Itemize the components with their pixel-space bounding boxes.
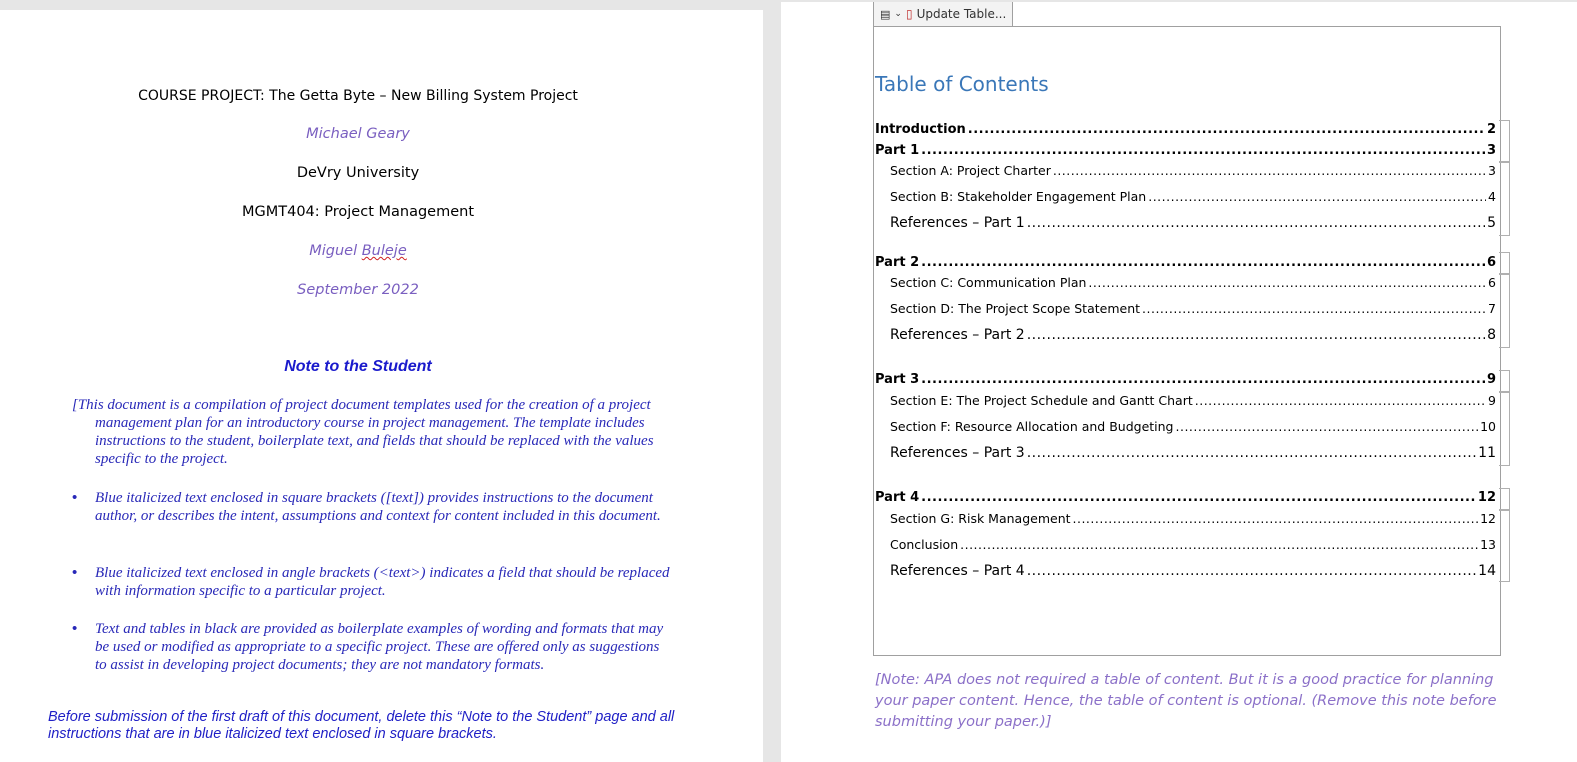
toc-entry[interactable]: Part 2 ..... 6: [875, 255, 1496, 270]
toc-entry[interactable]: Introduction ..... 2: [875, 122, 1496, 137]
update-table-button[interactable]: Update Table...: [916, 7, 1007, 21]
toc-entry[interactable]: References – Part 4 ..... 14: [890, 563, 1496, 579]
field-bracket: [1499, 252, 1510, 274]
field-bracket: [1499, 274, 1510, 348]
toc-control-tab[interactable]: [873, 2, 1013, 27]
toc-entry[interactable]: Section B: Stakeholder Engagement Plan ..... 4: [890, 189, 1496, 204]
note-intro: [This document is a compilation of project document templates used for the creation of a project management plan for an introductory course in project management. The template includes instructions to the student, boilerplate text, and fields that should be replaced with the values specific to the project.: [72, 397, 654, 467]
toc-entry[interactable]: Section E: The Project Schedule and Gantt Chart ..... 9: [890, 393, 1496, 408]
chevron-down-icon[interactable]: ⌄: [894, 9, 902, 19]
bullet-marker: •: [72, 564, 78, 581]
document-icon: ▯: [905, 7, 913, 21]
course-title: COURSE PROJECT: The Getta Byte – New Billing System Project: [138, 88, 578, 104]
spelling-flag: Buleje: [361, 243, 407, 259]
toc-entry[interactable]: Section F: Resource Allocation and Budgeting ..... 10: [890, 419, 1496, 434]
field-bracket: [1499, 120, 1510, 162]
bullet-marker: •: [72, 489, 78, 506]
instructor-name: Miguel Buleje: [309, 243, 407, 259]
field-bracket: [1499, 370, 1510, 392]
field-bracket: [1499, 392, 1510, 466]
field-bracket: [1499, 162, 1510, 236]
toc-entry[interactable]: Part 3 ..... 9: [875, 372, 1496, 387]
apa-note: [Note: APA does not required a table of content. But it is a good practice for planning your paper content. Hence, the table of content is optional. (Remove this note before submitting your paper.)]: [875, 672, 1497, 730]
toc-page: [781, 2, 1577, 762]
note-bullet-1: Blue italicized text enclosed in square brackets ([text]) provides instructions to the document author, or describes the intent, assumptions and context for content included in this document.: [95, 490, 661, 524]
toc-entry[interactable]: Section A: Project Charter ..... 3: [890, 163, 1496, 178]
student-name: Michael Geary: [306, 126, 410, 142]
course-code: MGMT404: Project Management: [241, 204, 475, 220]
toc-entry[interactable]: Part 4 ..... 12: [875, 490, 1496, 505]
cover-page: [0, 10, 763, 762]
toc-heading: Table of Contents: [875, 72, 1049, 96]
toc-entry[interactable]: Part 1 ..... 3: [875, 143, 1496, 158]
note-bullet-3: Text and tables in black are provided as boilerplate examples of wording and formats that may be used or modified as appropriate to a specific project. These are offered only as suggestions to assist in developing project documents; they are not mandatory formats.: [95, 621, 664, 673]
field-bracket: [1499, 510, 1510, 582]
toc-entry[interactable]: Section D: The Project Scope Statement ..... 7: [890, 301, 1496, 316]
toc-entry[interactable]: References – Part 3 ..... 11: [890, 445, 1496, 461]
field-bracket: [1499, 488, 1510, 510]
toc-entry[interactable]: Section C: Communication Plan ..... 6: [890, 275, 1496, 290]
toc-menu-icon[interactable]: ▤: [880, 7, 891, 21]
note-heading: Note to the Student: [284, 358, 432, 375]
toc-entry[interactable]: References – Part 2 ..... 8: [890, 327, 1496, 343]
note-bullet-2: Blue italicized text enclosed in angle brackets (<text>) indicates a field that should be replaced with information specific to a particular project.: [95, 565, 670, 599]
university-name: DeVry University: [296, 165, 420, 181]
toc-entry[interactable]: Conclusion ..... 13: [890, 537, 1496, 552]
toc-entry[interactable]: Section G: Risk Management ..... 12: [890, 511, 1496, 526]
cover-date: September 2022: [297, 282, 419, 298]
toc-entry[interactable]: References – Part 1 ..... 5: [890, 215, 1496, 231]
bullet-marker: •: [72, 620, 78, 637]
note-final-instruction: Before submission of the first draft of this document, delete this “Note to the Student” page and all instructions that are in blue italicized text enclosed in square brackets.: [48, 709, 675, 742]
